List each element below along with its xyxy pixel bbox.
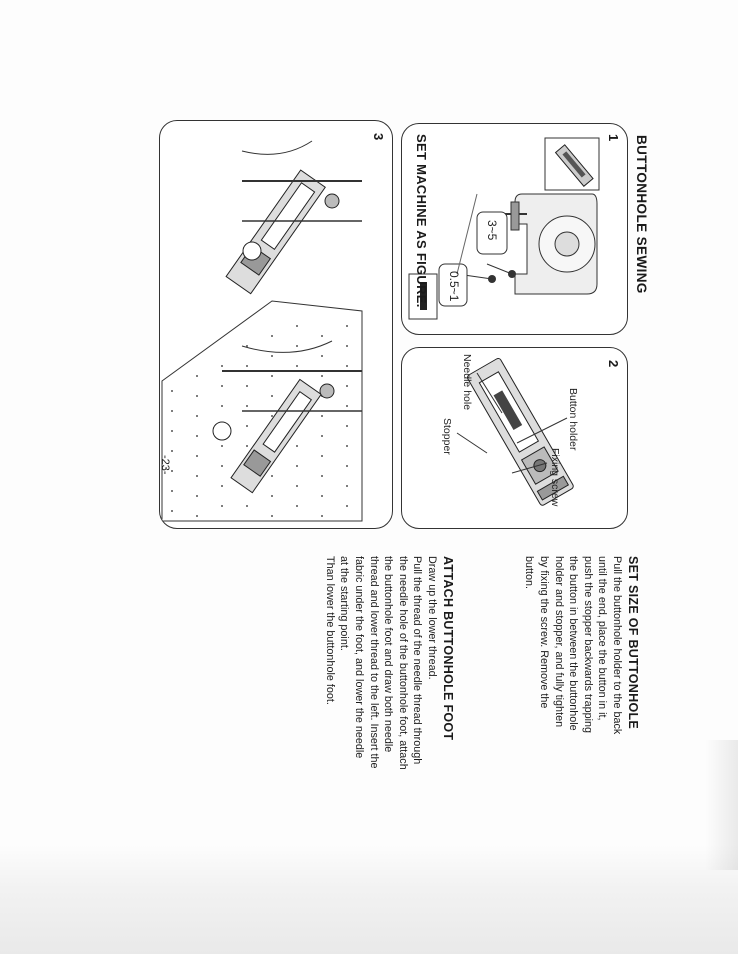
panel-2 (401, 347, 628, 529)
rotated-page (145, 120, 649, 860)
set-size-heading: SET SIZE OF BUTTONHOLE (626, 556, 640, 730)
page-number: -23- (159, 455, 171, 475)
machine-illustration (402, 124, 627, 334)
paper-shadow (0, 845, 738, 954)
panel-1-number: 1 (606, 134, 621, 142)
attach-foot-section (322, 556, 455, 856)
button-holder-label: Button holder (567, 388, 579, 451)
panel-2-number: 2 (606, 360, 621, 368)
set-size-section (522, 556, 640, 856)
panel-3 (159, 120, 393, 529)
panel-3-number: 3 (371, 133, 386, 141)
fixing-screw-label: Fixing screw (549, 448, 561, 507)
page-title: BUTTONHOLE SEWING (634, 135, 649, 294)
stopper-label: Stopper (441, 418, 453, 455)
needle-hole-label: Needle hole (461, 354, 473, 411)
buttonhole-foot-thumb (556, 145, 593, 186)
set-size-body: Pull the buttonhole holder to the back until the end, place the button in it, push the stopper backwards trapping the button in between the buttonhole holder and stopper, and fully tighten by fixing the screw. Remove the button. (523, 556, 623, 735)
stitch-width-label: 3~5 (485, 220, 499, 241)
stitch-length-label: 0.5~1 (447, 271, 461, 302)
panel-1-caption: SET MACHINE AS FIGURE. (414, 134, 429, 308)
attach-foot-illustration (160, 121, 392, 528)
panel-1 (401, 123, 628, 335)
attach-foot-body: Draw up the lower thread. Pull the thread of the needle thread through the needle hole of the buttonhole foot, attach the buttonhole foot and draw both needle thread and lower thread to the left. Insert the fabric under the foot, and lower the needle at the starting point. Than lower the buttonhole foot. (323, 556, 438, 770)
attach-foot-heading: ATTACH BUTTONHOLE FOOT (441, 556, 455, 741)
buttonhole-foot-illustration (402, 348, 627, 528)
edge-smudge (705, 740, 738, 870)
